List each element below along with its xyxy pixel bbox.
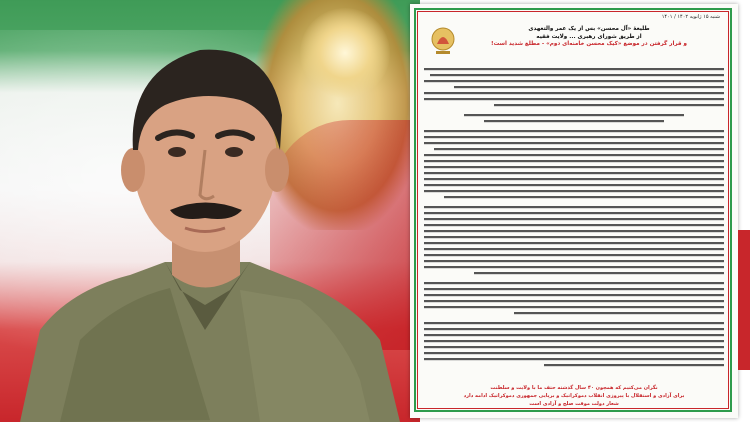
document-body-text xyxy=(424,66,724,372)
document-footer-line: شعار دولت موقت صلح و آزادی است xyxy=(529,401,619,407)
document-title-line: از طریق شورای رهبری ... ولایت فقیه xyxy=(536,33,642,40)
document-footer xyxy=(424,384,724,408)
document-title xyxy=(460,26,718,49)
statement-document xyxy=(410,4,738,418)
document-title-line: طلیعهٔ «آل محسن» بس از یک عمر والتعهدی xyxy=(528,26,650,32)
document-title-line: و قرار گرفتن در موضع «کیک محسن خامنه‌ای دوم» - مطلع شدید است! xyxy=(491,41,687,47)
document-footer-line: نگران می‌کنیم که همچون ۴۰ سال گذشته حتف ما با ولایت و سلطنت xyxy=(490,385,658,391)
document-footer-line: برای آزادی و استقلال با پیروزی انقلاب دموکراتیک و برپایی جمهوری دموکراتیک ادامه دارد xyxy=(463,393,685,399)
document-date: شنبه ۱۵ ژانویه ۱۴۰۲ / ۱۴۰۱ xyxy=(661,14,720,20)
red-side-bar xyxy=(738,230,750,370)
organization-logo-icon xyxy=(430,26,456,56)
